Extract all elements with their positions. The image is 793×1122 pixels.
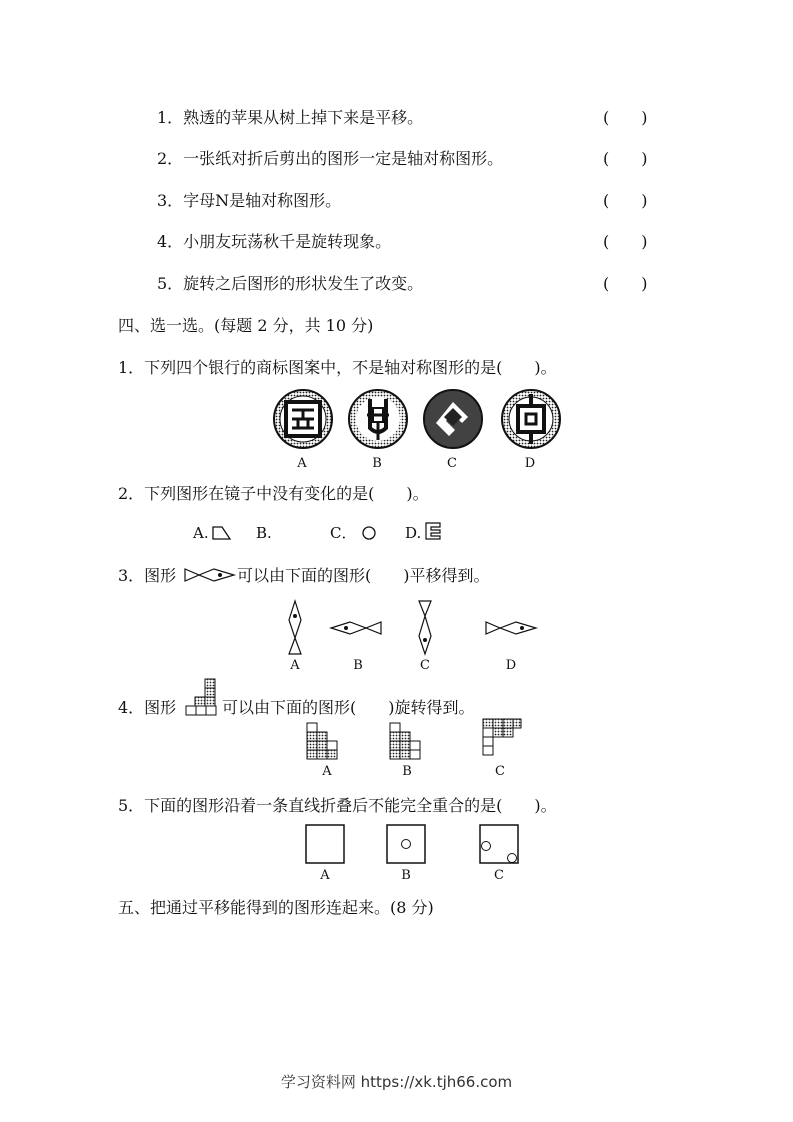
q1-text: 1．下列四个银行的商标图案中，不是轴对称图形的是( )。 <box>118 358 557 377</box>
q1-label-b: B <box>372 456 382 471</box>
q2-option-b[interactable]: B. <box>256 524 272 542</box>
q5-label-b: B <box>401 868 411 883</box>
square-option-b-icon[interactable] <box>386 824 426 864</box>
q3-text-after: 可以由下面的图形( )平移得到。 <box>237 566 490 585</box>
q3-label-d: D <box>505 658 517 673</box>
q4-label-b: B <box>402 764 412 779</box>
fish-option-d-icon[interactable] <box>485 620 537 636</box>
tf-answer-2[interactable]: ( ) <box>603 149 648 168</box>
q2-option-a[interactable]: A. <box>193 524 209 542</box>
bank-logo-d-icon[interactable] <box>500 388 562 450</box>
square-option-c-icon[interactable] <box>479 824 519 864</box>
block-shape-icon <box>185 678 225 716</box>
fish-shape-icon <box>184 568 236 582</box>
q4-text-before: 4．图形 <box>118 698 177 717</box>
q4-label-c: C <box>495 764 505 779</box>
fish-option-a-icon[interactable] <box>287 600 303 656</box>
fish-option-b-icon[interactable] <box>330 620 382 636</box>
q2-text: 2．下列图形在镜子中没有变化的是( )。 <box>118 484 429 503</box>
section4-heading: 四、选一选。(每题 2 分，共 10 分) <box>118 316 374 335</box>
tf-answer-5[interactable]: ( ) <box>603 274 648 293</box>
tf-item-2: 2．一张纸对折后剪出的图形一定是轴对称图形。 <box>157 149 504 168</box>
tf-item-4: 4．小朋友玩荡秋千是旋转现象。 <box>157 232 392 251</box>
tf-item-1: 1．熟透的苹果从树上掉下来是平移。 <box>157 108 424 127</box>
circle-shape-icon <box>362 526 376 540</box>
q3-label-c: C <box>420 658 430 673</box>
q2-option-d[interactable]: D. <box>405 524 422 542</box>
q5-label-c: C <box>494 868 504 883</box>
trapezoid-icon <box>212 526 232 540</box>
block-option-c-icon[interactable] <box>482 718 522 756</box>
block-option-b-icon[interactable] <box>389 722 429 760</box>
bank-logo-b-icon[interactable] <box>347 388 409 450</box>
bank-logo-c-icon[interactable] <box>422 388 484 450</box>
tf-item-5: 5．旋转之后图形的形状发生了改变。 <box>157 274 424 293</box>
q4-text-after: 可以由下面的图形( )旋转得到。 <box>222 698 475 717</box>
q3-text-before: 3．图形 <box>118 566 177 585</box>
section5-heading: 五、把通过平移能得到的图形连起来。(8 分) <box>118 898 434 917</box>
bank-logo-a-icon[interactable] <box>272 388 334 450</box>
q2-option-c[interactable]: C． <box>330 524 357 542</box>
fish-option-c-icon[interactable] <box>417 600 433 656</box>
q4-label-a: A <box>322 764 332 779</box>
q1-label-a: A <box>297 456 307 471</box>
q5-label-a: A <box>320 868 330 883</box>
tf-item-3: 3．字母N是轴对称图形。 <box>157 191 342 210</box>
footer-watermark: 学习资料网 https://xk.tjh66.com <box>280 1073 513 1091</box>
tf-answer-1[interactable]: ( ) <box>603 108 648 127</box>
e-shape-icon <box>425 522 441 540</box>
tf-answer-3[interactable]: ( ) <box>603 191 648 210</box>
q3-label-b: B <box>353 658 363 673</box>
q3-label-a: A <box>290 658 300 673</box>
q5-text: 5．下面的图形沿着一条直线折叠后不能完全重合的是( )。 <box>118 796 557 815</box>
q1-label-c: C <box>447 456 457 471</box>
square-option-a-icon[interactable] <box>305 824 345 864</box>
block-option-a-icon[interactable] <box>306 722 346 760</box>
tf-answer-4[interactable]: ( ) <box>603 232 648 251</box>
q1-label-d: D <box>524 456 536 471</box>
